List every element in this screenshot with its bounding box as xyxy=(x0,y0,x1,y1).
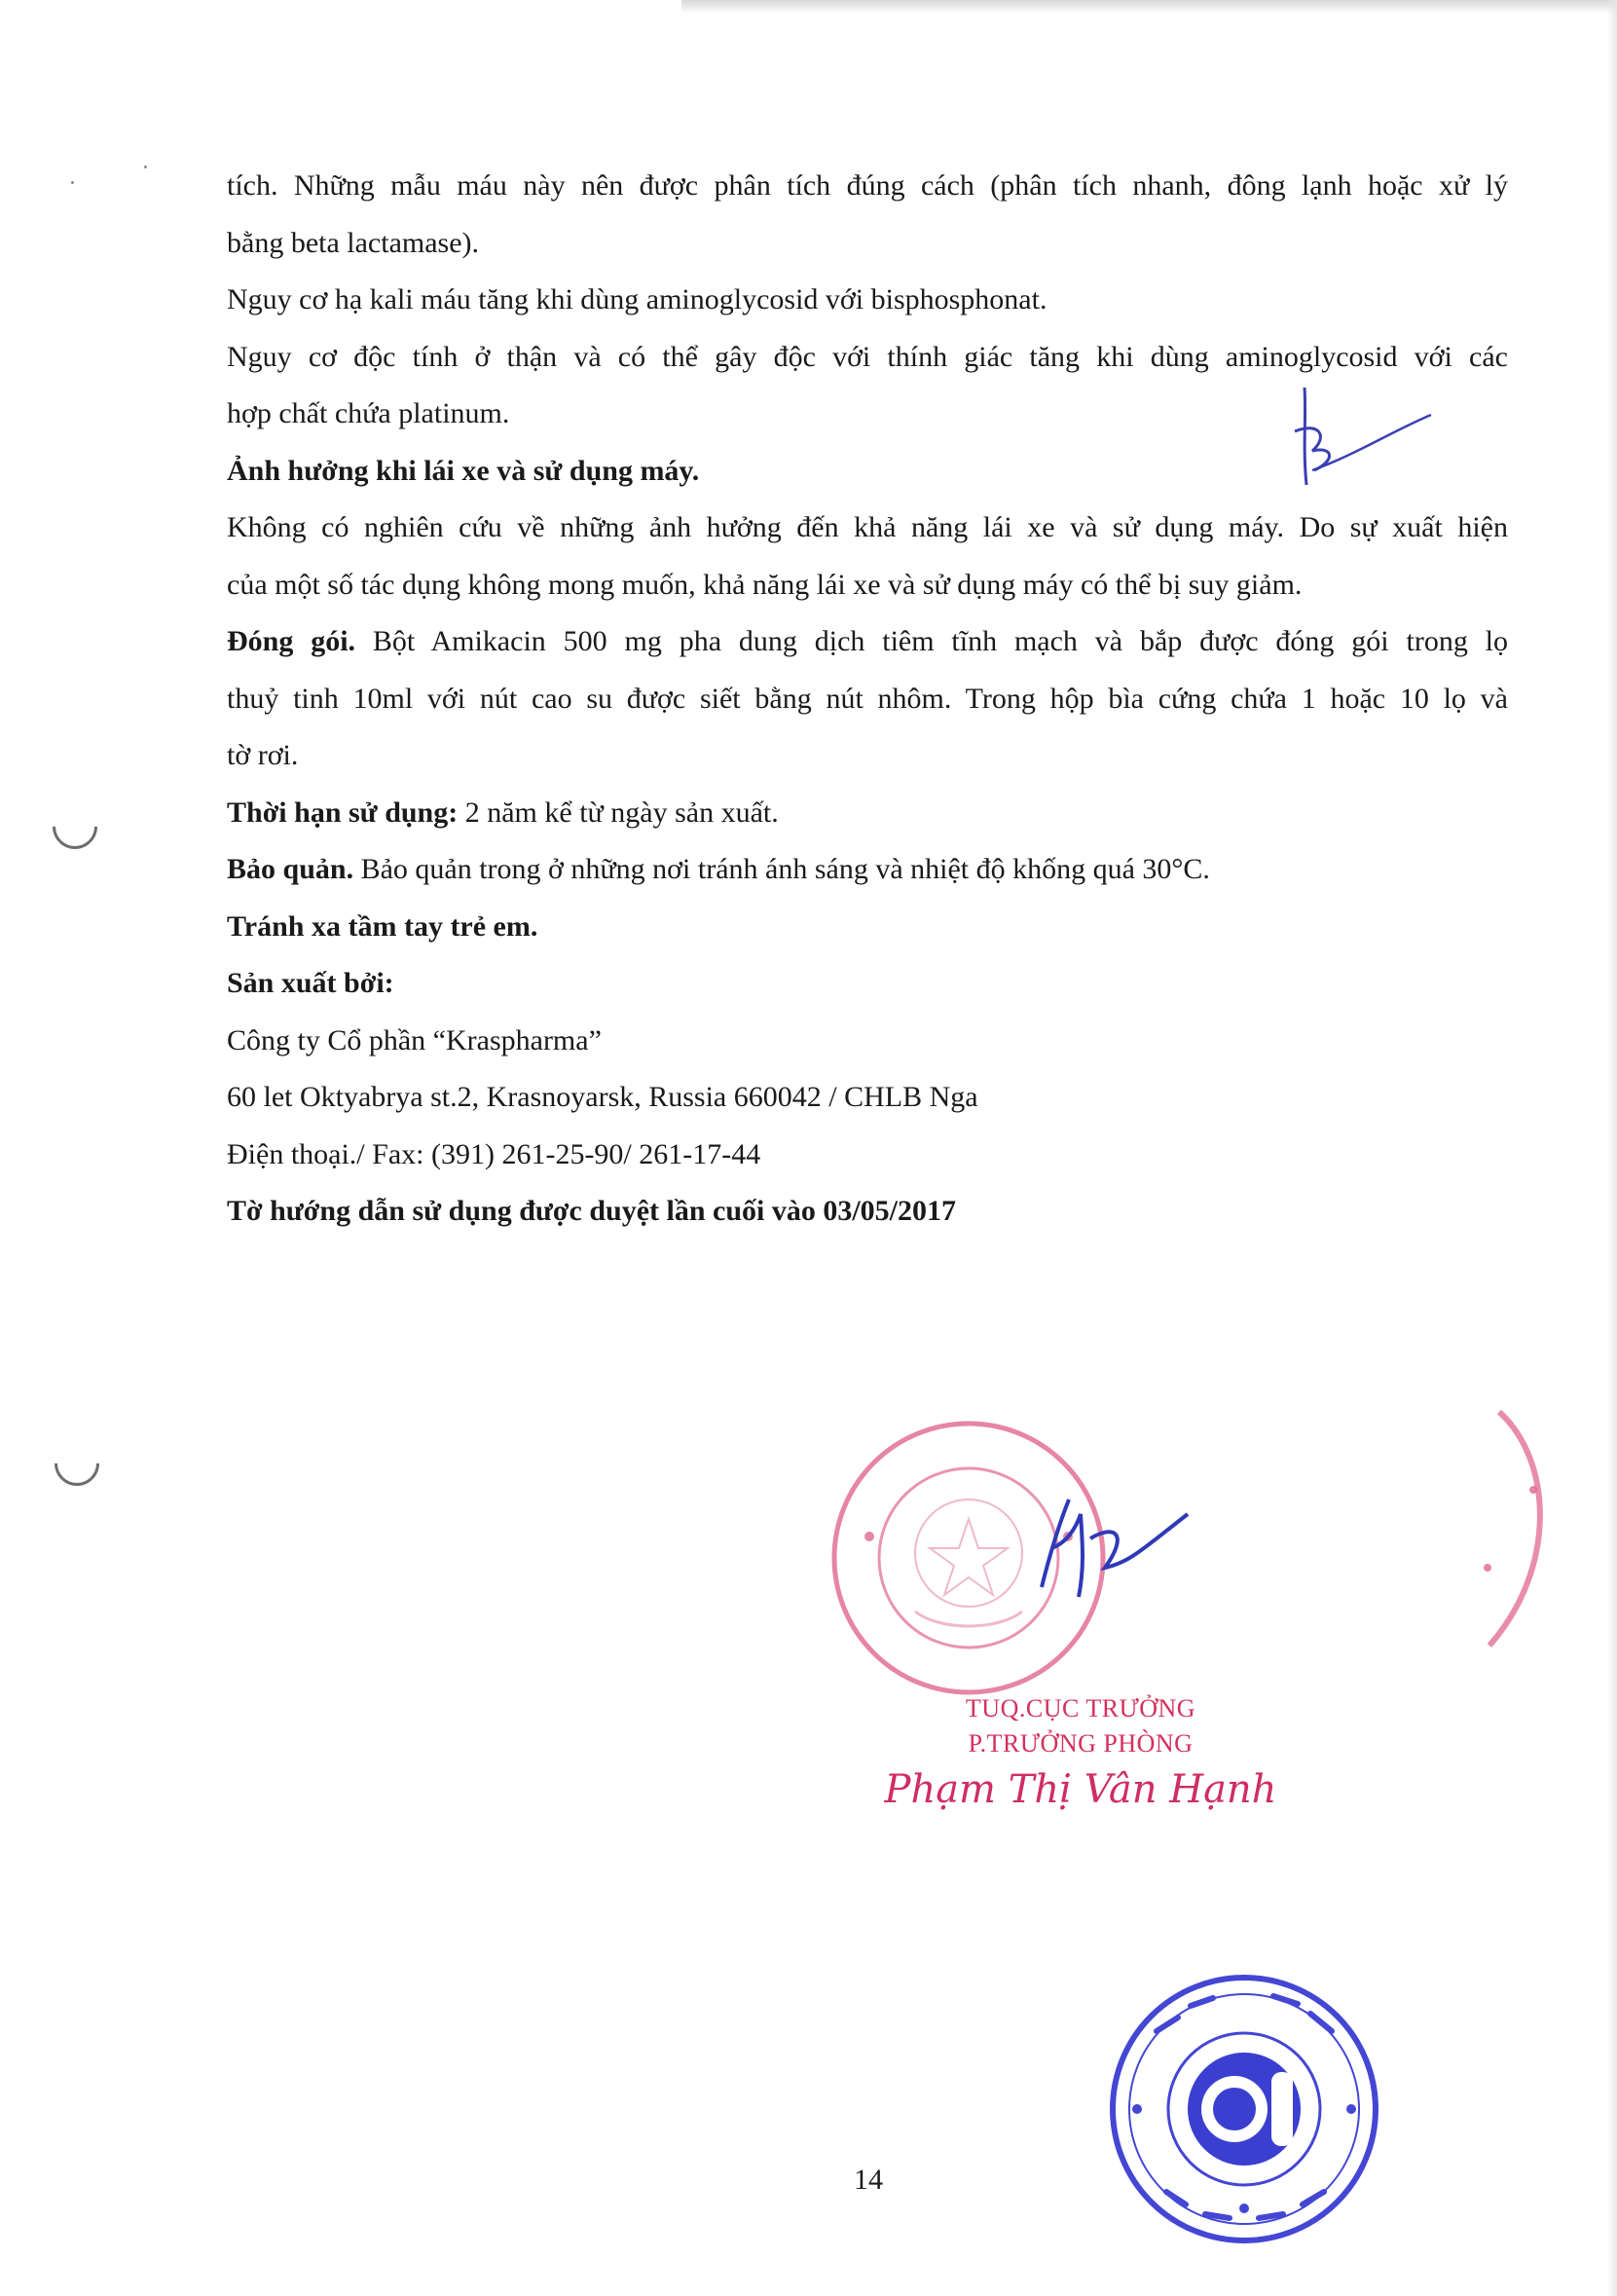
approver-name: Phạm Thị Vân Hạnh xyxy=(884,1767,1277,1812)
approval-subtitle: P.TRƯỞNG PHÒNG xyxy=(968,1729,1194,1758)
children-warning: Tránh xa tầm tay trẻ em. xyxy=(227,909,538,943)
punch-hole-mark xyxy=(45,1431,108,1495)
approval-block xyxy=(876,1402,1285,1870)
scan-edge-right xyxy=(1607,0,1617,2296)
packaging-text: Bột Amikacin 500 mg pha dung dịch tiêm tĩnh mạch và bắp được đóng gói trong lọ xyxy=(372,625,1509,657)
text-line: thuỷ tinh 10ml với nút cao su được siết bằng nút nhôm. Trong hộp bìa cứng chứa 1 hoặc 10 lọ và xyxy=(227,682,1508,715)
text-line: tờ rơi. xyxy=(227,739,299,771)
text-line: của một số tác dụng không mong muốn, khả năng lái xe và sử dụng máy có thể bị suy giảm. xyxy=(227,568,1303,601)
text-line: Nguy cơ độc tính ở thận và có thể gây độc với thính giác tăng khi dùng aminoglycosid với các xyxy=(227,340,1508,373)
partial-seal-icon xyxy=(1460,1402,1577,1655)
text-line: Nguy cơ hạ kali máu tăng khi dùng aminoglycosid với bisphosphonat. xyxy=(227,283,1047,315)
scan-speck xyxy=(71,181,74,184)
approval-title: TUQ.CỤC TRƯỞNG xyxy=(965,1694,1196,1722)
punch-hole-mark xyxy=(43,795,106,858)
storage-line xyxy=(227,841,1508,899)
manufacturer-phone: Điện thoại./ Fax: (391) 261-25-90/ 261-17-44 xyxy=(227,1137,761,1170)
shelf-life-label: Thời hạn sử dụng: xyxy=(227,796,459,829)
page-number: 14 xyxy=(854,2164,883,2196)
scan-speck xyxy=(144,166,147,168)
shelf-life-line xyxy=(227,785,1508,842)
scan-edge-top xyxy=(681,0,1617,14)
packaging-label: Đóng gói. xyxy=(227,625,356,657)
manufacturer-heading: Sản xuất bởi: xyxy=(227,967,394,999)
text-line: hợp chất chứa platinum. xyxy=(227,397,510,429)
manufacturer-name: Công ty Cổ phần “Kraspharma” xyxy=(227,1023,602,1056)
storage-label: Bảo quản. xyxy=(227,853,354,885)
section-heading-driving: Ảnh hưởng khi lái xe và sử dụng máy. xyxy=(227,454,700,487)
packaging-line xyxy=(227,613,1508,671)
company-seal-icon xyxy=(1088,1963,1400,2255)
approval-date-note: Tờ hướng dẫn sử dụng được duyệt lần cuối vào 03/05/2017 xyxy=(227,1195,957,1227)
document-body xyxy=(227,158,1508,1241)
text-line: tích. Những mẫu máu này nên được phân tích đúng cách (phân tích nhanh, đông lạnh hoặc xử lý xyxy=(227,169,1508,202)
shelf-life-text: 2 năm kể từ ngày sản xuất. xyxy=(464,796,779,829)
signature-mark xyxy=(1285,378,1441,495)
manufacturer-address: 60 let Oktyabrya st.2, Krasnoyarsk, Russia 660042 / CHLB Nga xyxy=(227,1081,978,1113)
text-line: Không có nghiên cứu về những ảnh hưởng đến khả năng lái xe và sử dụng máy. Do sự xuất hiện xyxy=(227,511,1508,543)
text-line: bằng beta lactamase). xyxy=(227,226,480,259)
storage-text: Bảo quản trong ở những nơi tránh ánh sáng và nhiệt độ khống quá 30°C. xyxy=(360,853,1210,885)
